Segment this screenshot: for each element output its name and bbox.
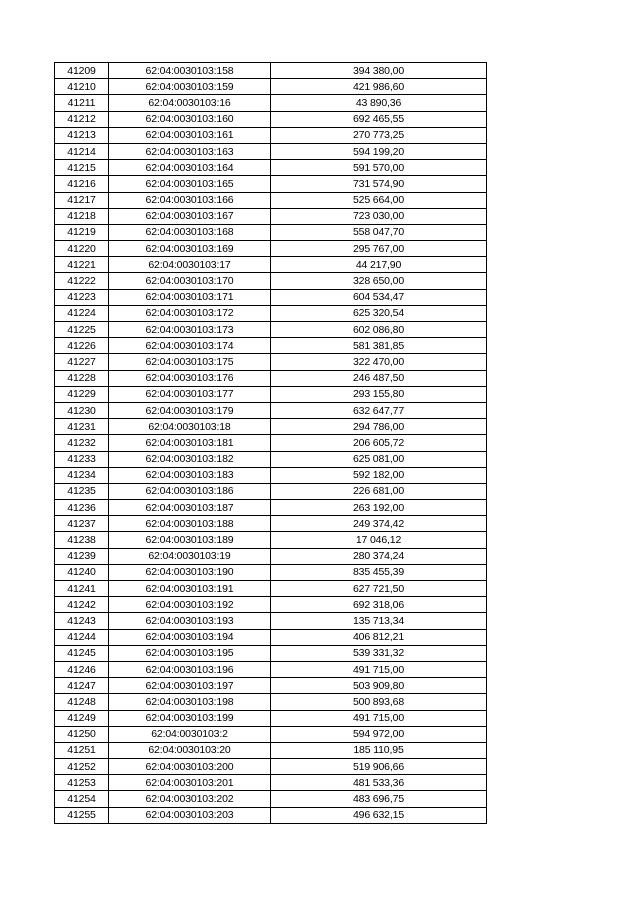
- table-row: [55, 192, 487, 208]
- table-row: [55, 63, 487, 79]
- table-row: [55, 127, 487, 143]
- row-number-cell: 41222: [55, 273, 109, 289]
- cadastral-value-cell: 491 715,00: [271, 710, 487, 726]
- cadastral-value-cell: 295 767,00: [271, 241, 487, 257]
- cadastral-number-cell: 62:04:0030103:177: [109, 386, 271, 402]
- table-row: [55, 742, 487, 758]
- table-row: [55, 322, 487, 338]
- cadastral-number-cell: 62:04:0030103:170: [109, 273, 271, 289]
- row-number-cell: 41242: [55, 597, 109, 613]
- row-number-cell: 41237: [55, 516, 109, 532]
- table-row: [55, 467, 487, 483]
- cadastral-number-cell: 62:04:0030103:200: [109, 759, 271, 775]
- cadastral-number-cell: 62:04:0030103:18: [109, 419, 271, 435]
- cadastral-number-cell: 62:04:0030103:173: [109, 322, 271, 338]
- row-number-cell: 41249: [55, 710, 109, 726]
- table-row: [55, 111, 487, 127]
- row-number-cell: 41253: [55, 775, 109, 791]
- table-row: [55, 435, 487, 451]
- table-row: [55, 354, 487, 370]
- table-row: [55, 759, 487, 775]
- table-row: [55, 516, 487, 532]
- cadastral-number-cell: 62:04:0030103:186: [109, 483, 271, 499]
- cadastral-value-cell: 483 696,75: [271, 791, 487, 807]
- row-number-cell: 41245: [55, 645, 109, 661]
- cadastral-number-cell: 62:04:0030103:17: [109, 257, 271, 273]
- row-number-cell: 41230: [55, 402, 109, 418]
- cadastral-number-cell: 62:04:0030103:161: [109, 127, 271, 143]
- row-number-cell: 41224: [55, 305, 109, 321]
- cadastral-value-cell: 294 786,00: [271, 419, 487, 435]
- cadastral-value-cell: 632 647,77: [271, 402, 487, 418]
- table-row: [55, 451, 487, 467]
- cadastral-number-cell: 62:04:0030103:202: [109, 791, 271, 807]
- table-row: [55, 791, 487, 807]
- cadastral-number-cell: 62:04:0030103:19: [109, 548, 271, 564]
- cadastral-value-cell: 525 664,00: [271, 192, 487, 208]
- cadastral-value-cell: 280 374,24: [271, 548, 487, 564]
- cadastral-number-cell: 62:04:0030103:192: [109, 597, 271, 613]
- cadastral-value-cell: 185 110,95: [271, 742, 487, 758]
- cadastral-number-cell: 62:04:0030103:159: [109, 79, 271, 95]
- row-number-cell: 41219: [55, 224, 109, 240]
- cadastral-value-cell: 206 605,72: [271, 435, 487, 451]
- row-number-cell: 41228: [55, 370, 109, 386]
- cadastral-value-cell: 625 320,54: [271, 305, 487, 321]
- cadastral-value-cell: 594 199,20: [271, 143, 487, 159]
- cadastral-number-cell: 62:04:0030103:195: [109, 645, 271, 661]
- table-row: [55, 710, 487, 726]
- cadastral-number-cell: 62:04:0030103:169: [109, 241, 271, 257]
- cadastral-number-cell: 62:04:0030103:172: [109, 305, 271, 321]
- cadastral-number-cell: 62:04:0030103:197: [109, 678, 271, 694]
- table-row: [55, 694, 487, 710]
- row-number-cell: 41255: [55, 807, 109, 823]
- cadastral-number-cell: 62:04:0030103:182: [109, 451, 271, 467]
- table-row: [55, 370, 487, 386]
- table-row: [55, 305, 487, 321]
- row-number-cell: 41223: [55, 289, 109, 305]
- cadastral-number-cell: 62:04:0030103:175: [109, 354, 271, 370]
- row-number-cell: 41221: [55, 257, 109, 273]
- row-number-cell: 41220: [55, 241, 109, 257]
- cadastral-value-cell: 591 570,00: [271, 160, 487, 176]
- cadastral-value-cell: 328 650,00: [271, 273, 487, 289]
- cadastral-number-cell: 62:04:0030103:179: [109, 402, 271, 418]
- cadastral-value-cell: 731 574,90: [271, 176, 487, 192]
- table-row: [55, 241, 487, 257]
- table-row: [55, 273, 487, 289]
- cadastral-number-cell: 62:04:0030103:166: [109, 192, 271, 208]
- row-number-cell: 41240: [55, 564, 109, 580]
- table-row: [55, 402, 487, 418]
- cadastral-value-cell: 539 331,32: [271, 645, 487, 661]
- cadastral-value-cell: 44 217,90: [271, 257, 487, 273]
- table-row: [55, 500, 487, 516]
- cadastral-value-cell: 500 893,68: [271, 694, 487, 710]
- row-number-cell: 41209: [55, 63, 109, 79]
- row-number-cell: 41211: [55, 95, 109, 111]
- row-number-cell: 41234: [55, 467, 109, 483]
- table-row: [55, 581, 487, 597]
- table-row: [55, 79, 487, 95]
- table-row: [55, 338, 487, 354]
- cadastral-value-cell: 246 487,50: [271, 370, 487, 386]
- cadastral-value-cell: 627 721,50: [271, 581, 487, 597]
- table-row: [55, 176, 487, 192]
- row-number-cell: 41232: [55, 435, 109, 451]
- row-number-cell: 41210: [55, 79, 109, 95]
- row-number-cell: 41246: [55, 661, 109, 677]
- row-number-cell: 41216: [55, 176, 109, 192]
- cadastral-value-cell: 604 534,47: [271, 289, 487, 305]
- cadastral-number-cell: 62:04:0030103:158: [109, 63, 271, 79]
- cadastral-number-cell: 62:04:0030103:187: [109, 500, 271, 516]
- row-number-cell: 41250: [55, 726, 109, 742]
- table-row: [55, 564, 487, 580]
- row-number-cell: 41213: [55, 127, 109, 143]
- row-number-cell: 41217: [55, 192, 109, 208]
- row-number-cell: 41243: [55, 613, 109, 629]
- cadastral-value-cell: 496 632,15: [271, 807, 487, 823]
- cadastral-number-cell: 62:04:0030103:167: [109, 208, 271, 224]
- cadastral-value-cell: 692 465,55: [271, 111, 487, 127]
- cadastral-number-cell: 62:04:0030103:191: [109, 581, 271, 597]
- table-row: [55, 629, 487, 645]
- cadastral-value-cell: 503 909,80: [271, 678, 487, 694]
- cadastral-number-cell: 62:04:0030103:174: [109, 338, 271, 354]
- row-number-cell: 41225: [55, 322, 109, 338]
- cadastral-value-table: [54, 62, 487, 824]
- row-number-cell: 41235: [55, 483, 109, 499]
- cadastral-value-cell: 406 812,21: [271, 629, 487, 645]
- row-number-cell: 41244: [55, 629, 109, 645]
- cadastral-value-cell: 602 086,80: [271, 322, 487, 338]
- cadastral-number-cell: 62:04:0030103:193: [109, 613, 271, 629]
- cadastral-value-cell: 322 470,00: [271, 354, 487, 370]
- cadastral-value-cell: 263 192,00: [271, 500, 487, 516]
- cadastral-value-cell: 594 972,00: [271, 726, 487, 742]
- row-number-cell: 41254: [55, 791, 109, 807]
- table-row: [55, 645, 487, 661]
- row-number-cell: 41226: [55, 338, 109, 354]
- table-row: [55, 597, 487, 613]
- cadastral-value-cell: 625 081,00: [271, 451, 487, 467]
- cadastral-number-cell: 62:04:0030103:199: [109, 710, 271, 726]
- cadastral-number-cell: 62:04:0030103:164: [109, 160, 271, 176]
- cadastral-number-cell: 62:04:0030103:194: [109, 629, 271, 645]
- table-row: [55, 483, 487, 499]
- row-number-cell: 41247: [55, 678, 109, 694]
- table-row: [55, 532, 487, 548]
- cadastral-value-cell: 135 713,34: [271, 613, 487, 629]
- row-number-cell: 41252: [55, 759, 109, 775]
- row-number-cell: 41215: [55, 160, 109, 176]
- table-row: [55, 548, 487, 564]
- cadastral-number-cell: 62:04:0030103:176: [109, 370, 271, 386]
- table-body: [55, 63, 487, 824]
- cadastral-value-cell: 723 030,00: [271, 208, 487, 224]
- table-row: [55, 613, 487, 629]
- cadastral-number-cell: 62:04:0030103:183: [109, 467, 271, 483]
- cadastral-number-cell: 62:04:0030103:163: [109, 143, 271, 159]
- row-number-cell: 41212: [55, 111, 109, 127]
- row-number-cell: 41214: [55, 143, 109, 159]
- table-row: [55, 726, 487, 742]
- cadastral-number-cell: 62:04:0030103:189: [109, 532, 271, 548]
- table-row: [55, 419, 487, 435]
- cadastral-number-cell: 62:04:0030103:203: [109, 807, 271, 823]
- table-row: [55, 143, 487, 159]
- row-number-cell: 41229: [55, 386, 109, 402]
- cadastral-value-cell: 491 715,00: [271, 661, 487, 677]
- cadastral-number-cell: 62:04:0030103:16: [109, 95, 271, 111]
- cadastral-value-cell: 581 381,85: [271, 338, 487, 354]
- cadastral-value-cell: 17 046,12: [271, 532, 487, 548]
- table-row: [55, 208, 487, 224]
- cadastral-number-cell: 62:04:0030103:171: [109, 289, 271, 305]
- table-row: [55, 289, 487, 305]
- cadastral-value-cell: 394 380,00: [271, 63, 487, 79]
- row-number-cell: 41239: [55, 548, 109, 564]
- cadastral-value-cell: 692 318,06: [271, 597, 487, 613]
- cadastral-value-cell: 293 155,80: [271, 386, 487, 402]
- row-number-cell: 41233: [55, 451, 109, 467]
- table-row: [55, 160, 487, 176]
- table-row: [55, 224, 487, 240]
- cadastral-number-cell: 62:04:0030103:201: [109, 775, 271, 791]
- table-row: [55, 95, 487, 111]
- cadastral-value-cell: 592 182,00: [271, 467, 487, 483]
- row-number-cell: 41218: [55, 208, 109, 224]
- cadastral-number-cell: 62:04:0030103:160: [109, 111, 271, 127]
- row-number-cell: 41251: [55, 742, 109, 758]
- row-number-cell: 41227: [55, 354, 109, 370]
- cadastral-value-cell: 558 047,70: [271, 224, 487, 240]
- cadastral-value-cell: 481 533,36: [271, 775, 487, 791]
- table-row: [55, 807, 487, 823]
- cadastral-value-cell: 249 374,42: [271, 516, 487, 532]
- row-number-cell: 41248: [55, 694, 109, 710]
- row-number-cell: 41231: [55, 419, 109, 435]
- row-number-cell: 41236: [55, 500, 109, 516]
- cadastral-number-cell: 62:04:0030103:20: [109, 742, 271, 758]
- table-row: [55, 386, 487, 402]
- cadastral-value-cell: 43 890,36: [271, 95, 487, 111]
- cadastral-number-cell: 62:04:0030103:188: [109, 516, 271, 532]
- table-row: [55, 257, 487, 273]
- cadastral-number-cell: 62:04:0030103:2: [109, 726, 271, 742]
- cadastral-number-cell: 62:04:0030103:181: [109, 435, 271, 451]
- table-row: [55, 775, 487, 791]
- table-row: [55, 678, 487, 694]
- cadastral-value-cell: 519 906,66: [271, 759, 487, 775]
- cadastral-number-cell: 62:04:0030103:165: [109, 176, 271, 192]
- cadastral-value-cell: 270 773,25: [271, 127, 487, 143]
- cadastral-number-cell: 62:04:0030103:198: [109, 694, 271, 710]
- cadastral-number-cell: 62:04:0030103:168: [109, 224, 271, 240]
- cadastral-number-cell: 62:04:0030103:190: [109, 564, 271, 580]
- table-row: [55, 661, 487, 677]
- cadastral-value-cell: 421 986,60: [271, 79, 487, 95]
- cadastral-value-cell: 226 681,00: [271, 483, 487, 499]
- row-number-cell: 41238: [55, 532, 109, 548]
- cadastral-value-cell: 835 455,39: [271, 564, 487, 580]
- cadastral-number-cell: 62:04:0030103:196: [109, 661, 271, 677]
- row-number-cell: 41241: [55, 581, 109, 597]
